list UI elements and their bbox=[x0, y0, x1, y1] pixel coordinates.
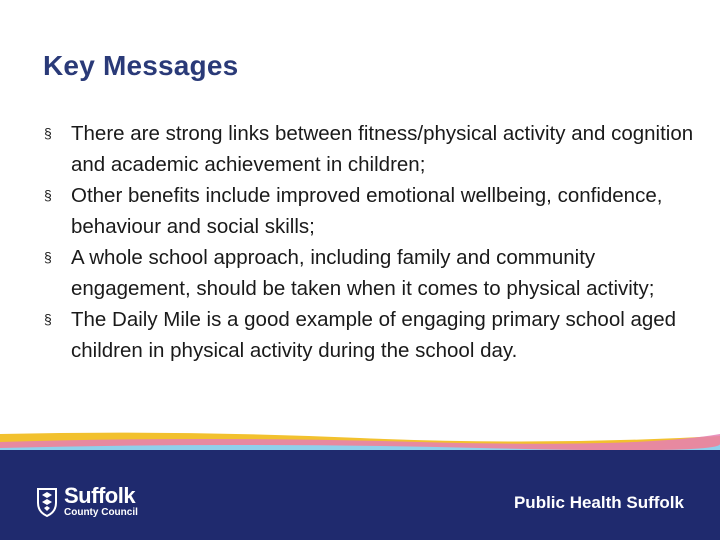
bullet-marker-icon: § bbox=[44, 311, 52, 327]
bullet-text: There are strong links between fitness/physical activity and cognition and academic achievement in children; bbox=[71, 122, 694, 176]
bullet-item bbox=[44, 180, 694, 242]
bullet-text: The Daily Mile is a good example of engaging primary school aged children in physical activity during the school day. bbox=[71, 308, 677, 362]
logo-subtitle: County Council bbox=[64, 507, 138, 518]
bullet-marker-icon: § bbox=[44, 249, 52, 265]
org-name: Public Health Suffolk bbox=[513, 493, 684, 512]
bullet-marker-icon: § bbox=[44, 187, 52, 203]
suffolk-crest-icon bbox=[36, 487, 58, 517]
bullet-item bbox=[44, 304, 694, 366]
bullet-item bbox=[44, 242, 694, 304]
bullet-item bbox=[44, 118, 694, 180]
footer bbox=[0, 430, 720, 540]
bullet-text: Other benefits include improved emotional wellbeing, confidence, behaviour and social skills; bbox=[71, 184, 663, 238]
slide-title: Key Messages bbox=[43, 50, 239, 81]
bullet-list bbox=[44, 118, 694, 366]
logo-name: Suffolk bbox=[64, 483, 136, 508]
bullet-text: A whole school approach, including family and community engagement, should be taken when it comes to physical activity; bbox=[71, 246, 655, 300]
bullet-marker-icon: § bbox=[44, 125, 52, 141]
footer-band bbox=[0, 450, 720, 540]
suffolk-logo bbox=[36, 485, 138, 519]
